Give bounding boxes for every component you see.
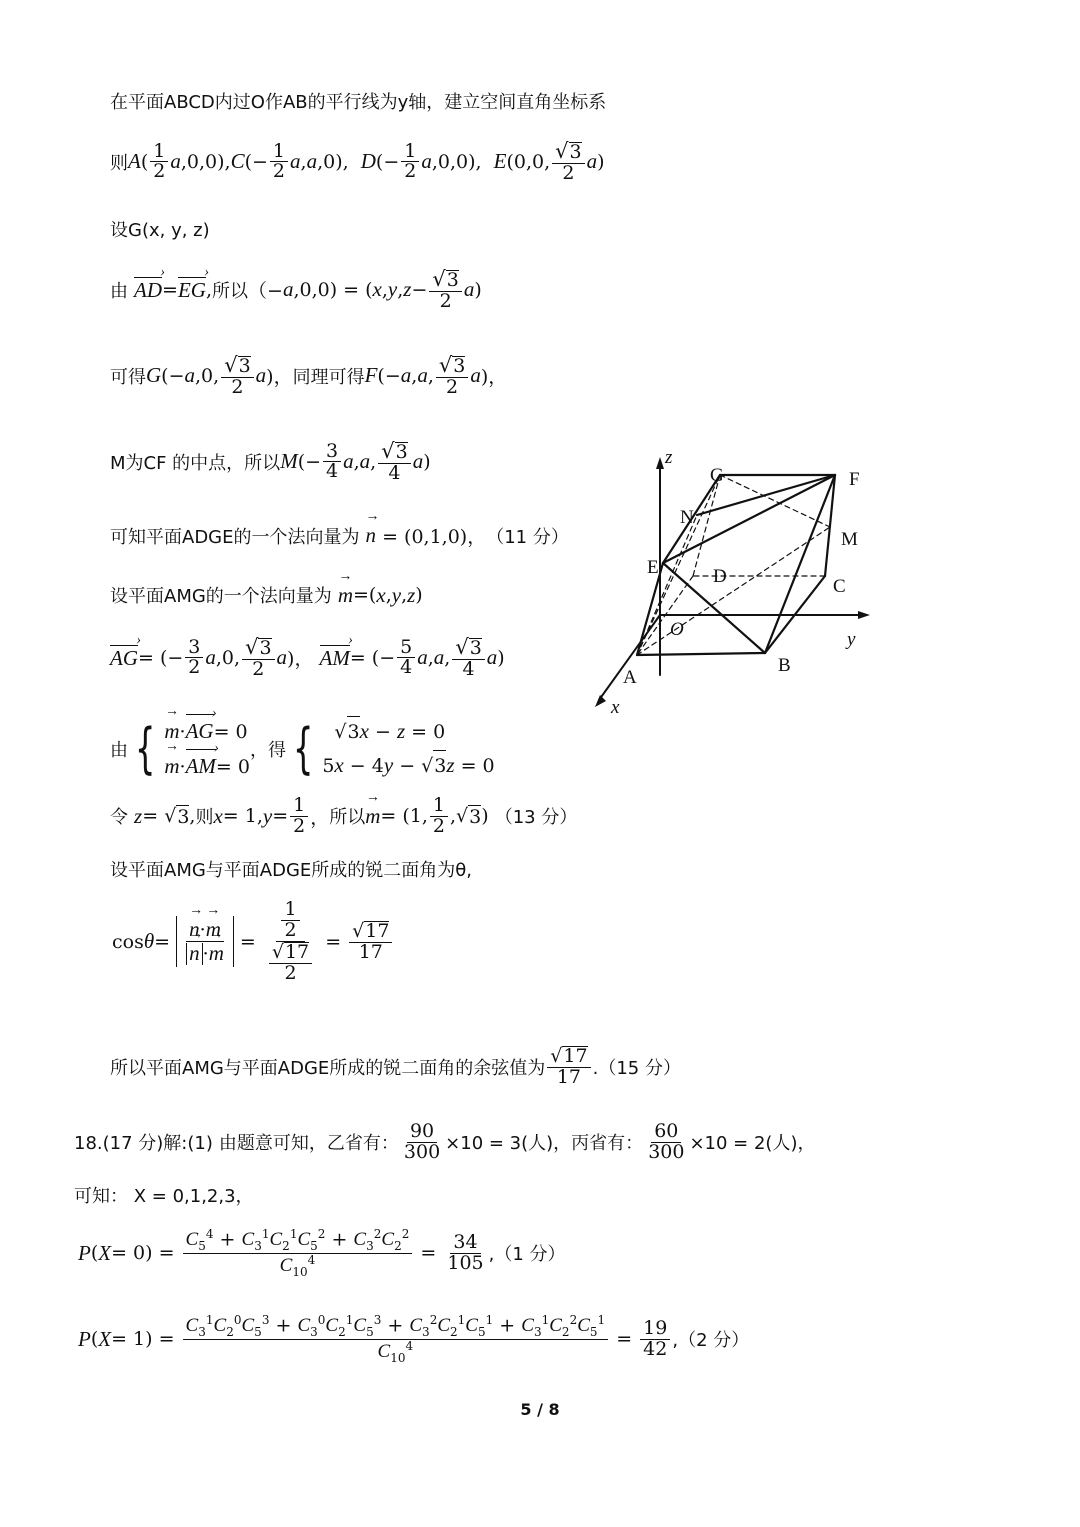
- text-line-coordinate-setup: 在平面ABCD内过O作AB的平行线为y轴，建立空间直角坐标系: [110, 92, 607, 113]
- point-label-A: A: [623, 667, 637, 688]
- axis-label-x: x: [611, 697, 620, 718]
- coordinates-G-F: 可得 G (− a ,0, $\frac{√3}{2}$ a )， 同理可得 F (− a , a , $\frac{√3}{2}$ a )，: [110, 353, 508, 398]
- vector-equation-AD-EG: 由 AD › = EG › , 所以 （− a ,0,0) = ( x , y , z − $\frac{√3}{2}$ a ): [110, 268, 482, 312]
- point-label-M: M: [841, 529, 858, 550]
- point-label-B: B: [778, 655, 791, 676]
- question-18-intro: 18.(17 分)解:(1) 由题意可知，乙省有： $\frac{90}{300}$ ×10 = 3(人)，丙省有： $\frac{60}{300}$ ×10 = 2(人)，: [74, 1120, 816, 1163]
- point-label-C: C: [833, 576, 846, 597]
- geometry-figure: [585, 445, 875, 725]
- probability-X-0: P ( X = 0) = $\frac{C_5^4 + C_3^1C_2^1C_5^2 + C_3^2C_2^2}{C_{10}^4}$ = $\frac{34}{105}$ ,（1 分）: [78, 1227, 566, 1279]
- question-18-X-values: 可知： X = 0,1,2,3，: [74, 1186, 254, 1207]
- text-set-G: 设G(x, y, z): [110, 220, 210, 241]
- page-number: 5 / 8: [520, 1400, 560, 1419]
- equation-system: 由 { → m·AG ›= 0 → m·AM ›= 0 ， 得 { √3x − z = 0 5x − 4y − √3z = 0: [110, 714, 495, 783]
- axis-label-y: y: [847, 629, 856, 650]
- normal-vector-n: 可知平面ADGE的一个法向量为 → n = (0,1,0)， （11 分）: [110, 522, 569, 549]
- normal-vector-m-result: 令 z = √ 3 , 则 x = 1, y = $\frac{1}{2}$ ， 所以 → m = (1, $\frac{1}{2}$ ,√ 3 ) （13 分）: [110, 796, 577, 837]
- text-dihedral-angle: 设平面AMG与平面ADGE所成的锐二面角为θ,: [110, 860, 473, 881]
- point-label-N: N: [680, 507, 694, 528]
- normal-vector-m-setup: 设平面AMG的一个法向量为 → m =( x , y , z ): [110, 582, 423, 608]
- cos-theta-formula: cos θ = → n·→ m → n ·→ m = $\frac{\frac{1}{2}}{\frac{√17}{2}}$ = $\frac{√17}{17}$: [112, 900, 394, 984]
- point-label-E: E: [647, 557, 659, 578]
- coordinates-A-C-D-E: 则 A ( $\frac{1}{2}$ a ,0,0), C (− $\frac{1}{2}$ a , a ,0), D (− $\frac{1}{2}$ a ,0,0), E (0,0, $\frac{√3}{2}$ a ): [110, 139, 605, 184]
- vectors-AG-AM: AG › = (− $\frac{3}{2}$ a ,0, $\frac{√3}{2}$ a )， AM › = (− $\frac{5}{4}$ a , a , $\frac{√3}{4}$ a ): [110, 636, 505, 680]
- point-label-F: F: [849, 469, 860, 490]
- axis-label-z: z: [665, 447, 673, 468]
- coordinate-M: M为CF 的中点，所以 M (− $\frac{3}{4}$ a , a , $\frac{√3}{4}$ a ): [110, 439, 431, 484]
- point-label-D: D: [713, 566, 727, 587]
- probability-X-1: P ( X = 1) = $\frac{C_3^1C_2^0C_5^3 + C_3^0C_2^1C_5^3 + C_3^2C_2^1C_5^1 + C_3^1C_2^2C_5^1}{C_{10}^4}$ = $\frac{19}{42}$ ,（2 分）: [78, 1313, 750, 1365]
- point-label-G: G: [710, 465, 724, 486]
- point-label-O: O: [670, 619, 684, 640]
- cosine-conclusion: 所以平面AMG与平面ADGE所成的锐二面角的余弦值为 $\frac{√17}{17}$ .（15 分）: [110, 1045, 681, 1088]
